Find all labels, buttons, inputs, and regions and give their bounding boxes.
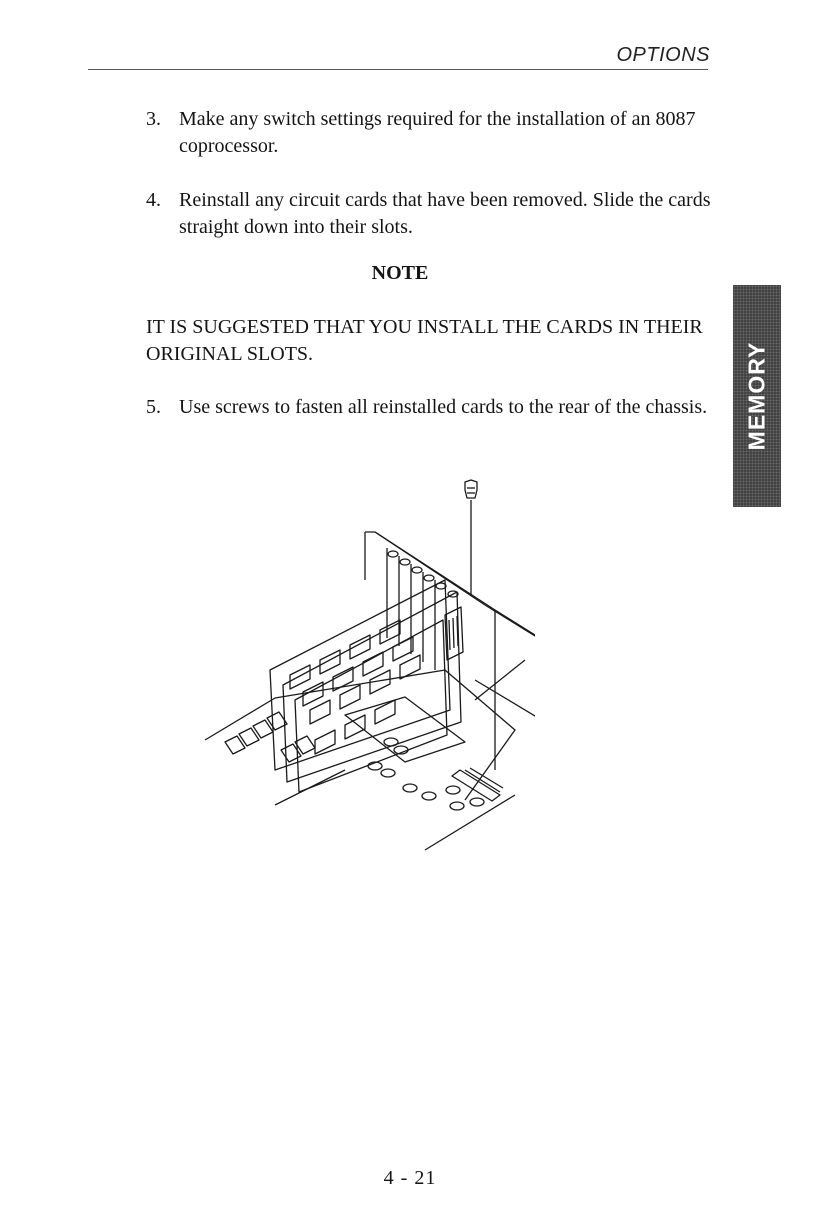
card-installation-illustration [195,470,535,860]
step-3 [146,106,716,160]
header-rule [88,69,708,70]
circuit-card [283,592,461,782]
chassis-rear-panel [365,532,535,770]
step-number: 4. [146,189,161,211]
step-number: 5. [146,396,161,418]
note-text: IT IS SUGGESTED THAT YOU INSTALL THE CARDS IN THEIR ORIGINAL SLOTS. [146,316,703,365]
page-number: 4 - 21 [383,1167,437,1189]
step-5 [146,394,716,421]
step-4 [146,187,716,241]
step-number: 3. [146,108,161,130]
section-tab-label: MEMORY [743,341,770,451]
screw-icon [465,480,477,595]
note-title: NOTE [371,262,429,284]
step-text: Use screws to fasten all reinstalled cards to the rear of the chassis. [179,396,708,418]
step-text: Make any switch settings required for the installation of an 8087 coprocessor. [179,108,696,157]
step-text: Reinstall any circuit cards that have been removed. Slide the cards straight down into their slots. [179,189,711,238]
running-header: OPTIONS [616,44,710,66]
section-tab [733,285,781,507]
